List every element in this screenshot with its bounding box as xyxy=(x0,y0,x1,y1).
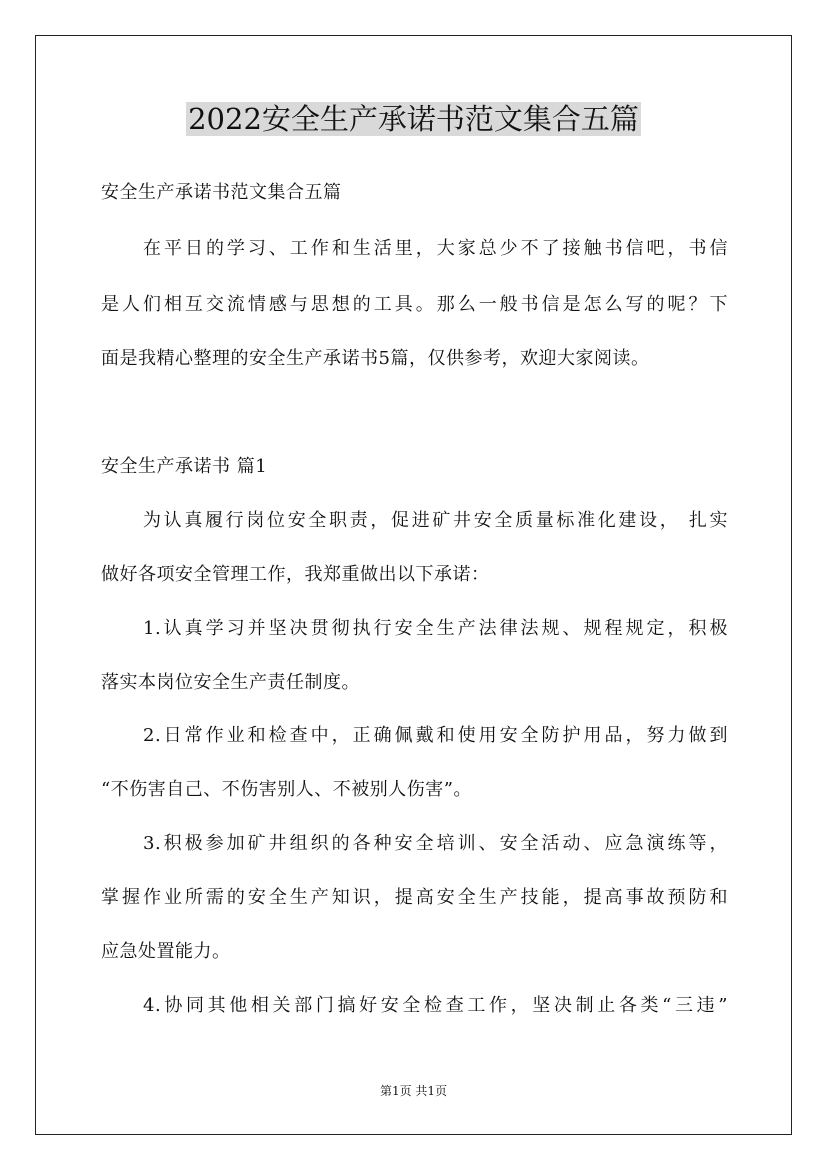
body-line-7: 3.积极参加矿井组织的各种安全培训、安全活动、应急演练等， xyxy=(143,833,728,854)
intro-line-2: 是人们相互交流情感与思想的工具。那么一般书信是怎么写的呢？下 xyxy=(101,294,728,315)
intro-line-1: 在平日的学习、工作和生活里，大家总少不了接触书信吧，书信 xyxy=(143,238,728,259)
body-line-5: 2.日常作业和检查中，正确佩戴和使用安全防护用品，努力做到 xyxy=(143,725,728,746)
intro-line-3: 面是我精心整理的安全生产承诺书5篇，仅供参考，欢迎大家阅读。 xyxy=(101,348,650,369)
document-title xyxy=(0,97,827,141)
body-line-10: 4.协同其他相关部门搞好安全检查工作，坚决制止各类“三违” xyxy=(143,995,728,1016)
section-heading: 安全生产承诺书 篇1 xyxy=(101,456,268,477)
body-line-1: 为认真履行岗位安全职责，促进矿井安全质量标准化建设， 扎实 xyxy=(143,510,728,531)
body-line-6: “不伤害自己、不伤害别人、不被别人伤害”。 xyxy=(101,779,472,800)
body-line-2: 做好各项安全管理工作，我郑重做出以下承诺： xyxy=(101,564,490,585)
body-line-9: 应急处置能力。 xyxy=(101,941,231,962)
body-line-4: 落实本岗位安全生产责任制度。 xyxy=(101,672,360,693)
document-title-text: 2022安全生产承诺书范文集合五篇 xyxy=(188,102,639,136)
document-subtitle: 安全生产承诺书范文集合五篇 xyxy=(101,182,342,203)
body-line-3: 1.认真学习并坚决贯彻执行安全生产法律法规、规程规定，积极 xyxy=(143,618,728,639)
page-footer: 第1页 共1页 xyxy=(379,1084,448,1098)
body-line-8: 掌握作业所需的安全生产知识，提高安全生产技能，提高事故预防和 xyxy=(101,887,728,908)
